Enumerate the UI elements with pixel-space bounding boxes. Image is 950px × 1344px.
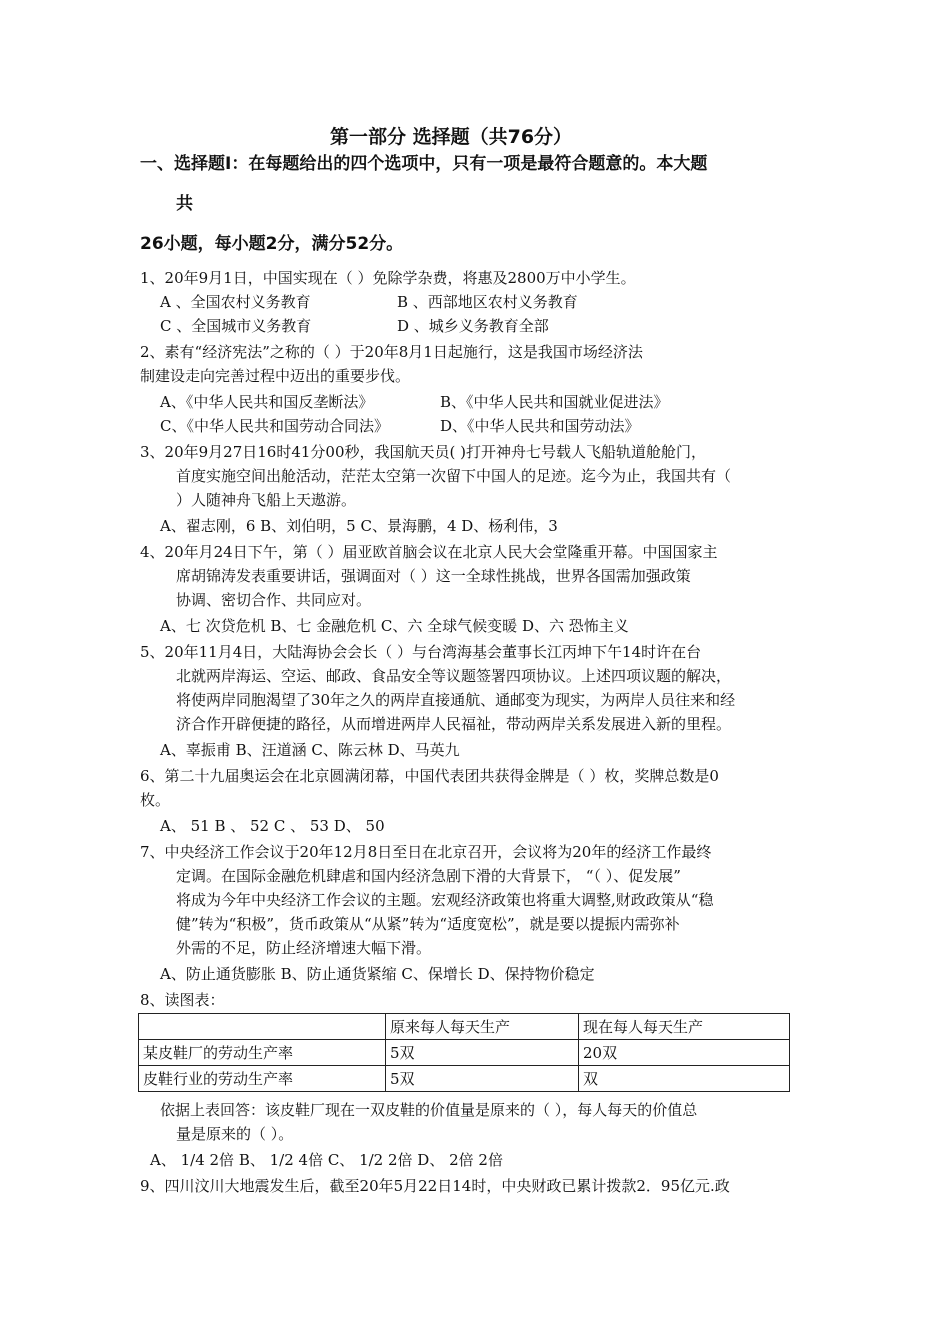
table-row (139, 1066, 790, 1092)
question-7-options: A、防止通货膨胀 B、防止通货紧缩 C、保增长 D、保持物价稳定 (160, 965, 595, 983)
page-title: 第一部分 选择题（共76分） (330, 126, 573, 148)
question-2-stem-1: 2、素有“经济宪法”之称的（ ）于20年8月1日起施行，这是我国市场经济法 (140, 343, 643, 361)
question-1-option-a: A 、全国农村义务教育 (160, 293, 311, 311)
question-7-stem-3: 将成为今年中央经济工作会议的主题。宏观经济政策也将重大调整,财政政策从“稳 (176, 891, 714, 909)
question-4-stem-1: 4、20年月24日下午，第（ ）届亚欧首脑会议在北京人民大会堂隆重开幕。中国国家主 (140, 543, 718, 561)
section-heading-line2: 共 (176, 194, 193, 214)
section-heading-line1: 一、选择题Ⅰ：在每题给出的四个选项中，只有一项是最符合题意的。本大题 (140, 154, 708, 174)
question-8-followup-1: 依据上表回答：该皮鞋厂现在一双皮鞋的价值量是原来的（ ），每人每天的价值总 (160, 1101, 698, 1119)
question-6-options: A、 51 B 、 52 C 、 53 D、 50 (160, 817, 385, 835)
table-cell: 皮鞋行业的劳动生产率 (139, 1066, 386, 1092)
question-3-options: A、翟志刚，6 B、刘伯明，5 C、景海鹏，4 D、杨利伟，3 (160, 517, 558, 535)
question-7-stem-2: 定调。在国际金融危机肆虐和国内经济急剧下滑的大背景下， “（ ）、促发展” (176, 867, 681, 885)
question-4-stem-2: 席胡锦涛发表重要讲话，强调面对（ ）这一全球性挑战，世界各国需加强政策 (176, 567, 691, 585)
question-2-option-a: A、《中华人民共和国反垄断法》 (160, 393, 374, 411)
question-8-followup-2: 量是原来的（ ）。 (176, 1125, 294, 1143)
question-1-stem: 1、20年9月1日，中国实现在（ ）免除学杂费，将惠及2800万中小学生。 (140, 269, 636, 287)
table-cell: 某皮鞋厂的劳动生产率 (139, 1040, 386, 1066)
question-3-stem-2: 首度实施空间出舱活动，茫茫太空第一次留下中国人的足迹。迄今为止，我国共有（ (176, 467, 732, 485)
table-header-row (139, 1014, 790, 1040)
question-2-option-c: C、《中华人民共和国劳动合同法》 (160, 417, 389, 435)
question-9-stem-1: 9、四川汶川大地震发生后，截至20年5月22日14时，中央财政已累计拨款2．95亿元.政 (140, 1177, 730, 1195)
table-row (139, 1040, 790, 1066)
table-cell: 双 (579, 1066, 790, 1092)
question-2-option-d: D、《中华人民共和国劳动法》 (440, 417, 640, 435)
table-cell: 5双 (386, 1040, 579, 1066)
question-2-option-b: B、《中华人民共和国就业促进法》 (440, 393, 669, 411)
question-4-options: A、七 次贷危机 B、七 金融危机 C、六 全球气候变暖 D、六 恐怖主义 (160, 617, 629, 635)
section-heading-line3: 26小题，每小题2分，满分52分。 (140, 234, 404, 254)
question-8-options: A、 1/4 2倍 B、 1/2 4倍 C、 1/2 2倍 D、 2倍 2倍 (150, 1151, 503, 1169)
question-5-stem-4: 济合作开辟便捷的路径，从而增进两岸人民福祉，带动两岸关系发展进入新的里程。 (176, 715, 732, 733)
question-6-stem-1: 6、第二十九届奥运会在北京圆满闭幕，中国代表团共获得金牌是（ ）枚，奖牌总数是0 (140, 767, 719, 785)
question-4-stem-3: 协调、密切合作、共同应对。 (176, 591, 372, 609)
question-5-options: A、辜振甫 B、汪道涵 C、陈云林 D、马英九 (160, 741, 460, 759)
question-6-stem-2: 枚。 (140, 791, 171, 809)
question-5-stem-3: 将使两岸同胞渴望了30年之久的两岸直接通航、通邮变为现实，为两岸人员往来和经 (176, 691, 736, 709)
question-3-stem-1: 3、20年9月27日16时41分00秒，我国航天员( )打开神舟七号载人飞船轨道舱舱门， (140, 443, 706, 461)
table-header-cell: 原来每人每天生产 (386, 1014, 579, 1040)
question-8-stem: 8、读图表： (140, 991, 225, 1009)
question-2-stem-2: 制建设走向完善过程中迈出的重要步伐。 (140, 367, 411, 385)
table-cell: 5双 (386, 1066, 579, 1092)
question-7-stem-5: 外需的不足，防止经济增速大幅下滑。 (176, 939, 432, 957)
question-1-option-d: D 、城乡义务教育全部 (397, 317, 549, 335)
table-cell: 20双 (579, 1040, 790, 1066)
question-5-stem-1: 5、20年11月4日，大陆海协会会长（ ）与台湾海基会董事长江丙坤下午14时许在台 (140, 643, 702, 661)
question-7-stem-1: 7、中央经济工作会议于20年12月8日至日在北京召开，会议将为20年的经济工作最终 (140, 843, 712, 861)
table-header-cell: 现在每人每天生产 (579, 1014, 790, 1040)
table-header-cell (139, 1014, 386, 1040)
productivity-table (138, 1013, 790, 1092)
question-7-stem-4: 健”转为“积极”，货币政策从“从紧”转为“适度宽松”，就是要以提振内需弥补 (176, 915, 680, 933)
question-3-stem-3: ）人随神舟飞船上天遨游。 (176, 491, 357, 509)
question-1-option-c: C 、全国城市义务教育 (160, 317, 312, 335)
question-1-option-b: B 、西部地区农村义务教育 (397, 293, 578, 311)
question-5-stem-2: 北就两岸海运、空运、邮政、食品安全等议题签署四项协议。上述四项议题的解决， (176, 667, 732, 685)
